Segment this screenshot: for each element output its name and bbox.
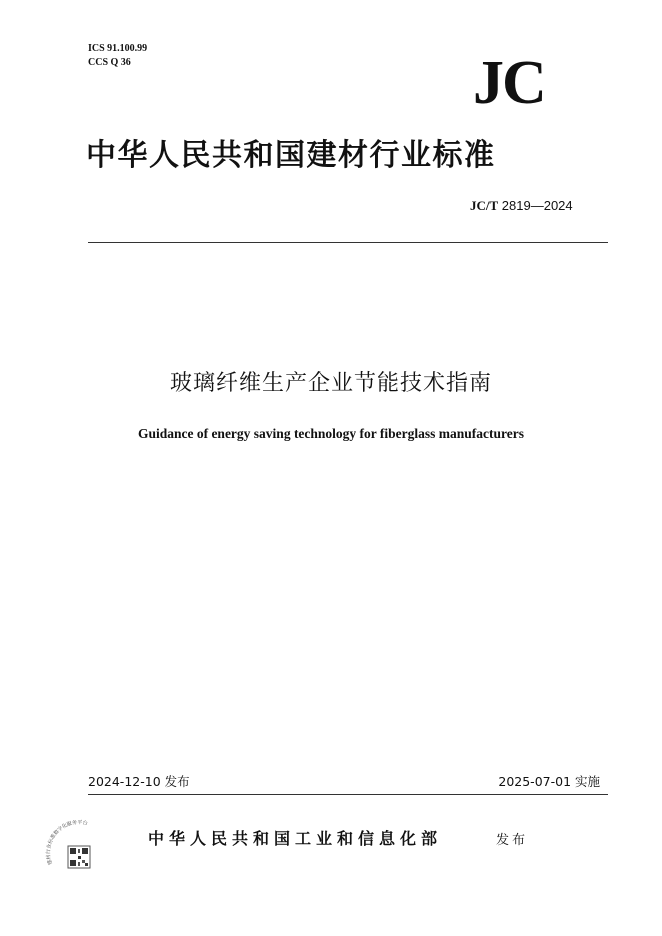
ics-code: ICS 91.100.99: [88, 43, 148, 54]
standard-prefix: JC/T: [470, 198, 499, 213]
bottom-divider: [88, 794, 608, 795]
implementation-date: 2025-07-01 实施: [498, 774, 600, 789]
seal-text: 建材行业标准数字化服务平台: [45, 819, 89, 866]
ccs-code: CCS Q 36: [88, 57, 131, 68]
issue-date: 2024-12-10 发布: [88, 774, 190, 789]
document-title-english: Guidance of energy saving technology for fiberglass manufacturers: [137, 426, 525, 441]
standard-category-title: 中华人民共和国建材行业标准: [86, 138, 496, 173]
standard-number: [470, 198, 573, 214]
document-title: 玻璃纤维生产企业节能技术指南: [169, 371, 492, 396]
publish-label: 发布: [496, 833, 529, 848]
standard-code: 2819—2024: [501, 198, 573, 213]
classification-codes: [88, 42, 147, 70]
qr-code-icon: [68, 846, 90, 868]
qr-seal-stamp: [40, 812, 118, 890]
top-divider: [88, 242, 608, 243]
publisher-name: 中华人民共和国工业和信息化部: [148, 829, 443, 848]
jc-logo: JC: [473, 49, 545, 117]
